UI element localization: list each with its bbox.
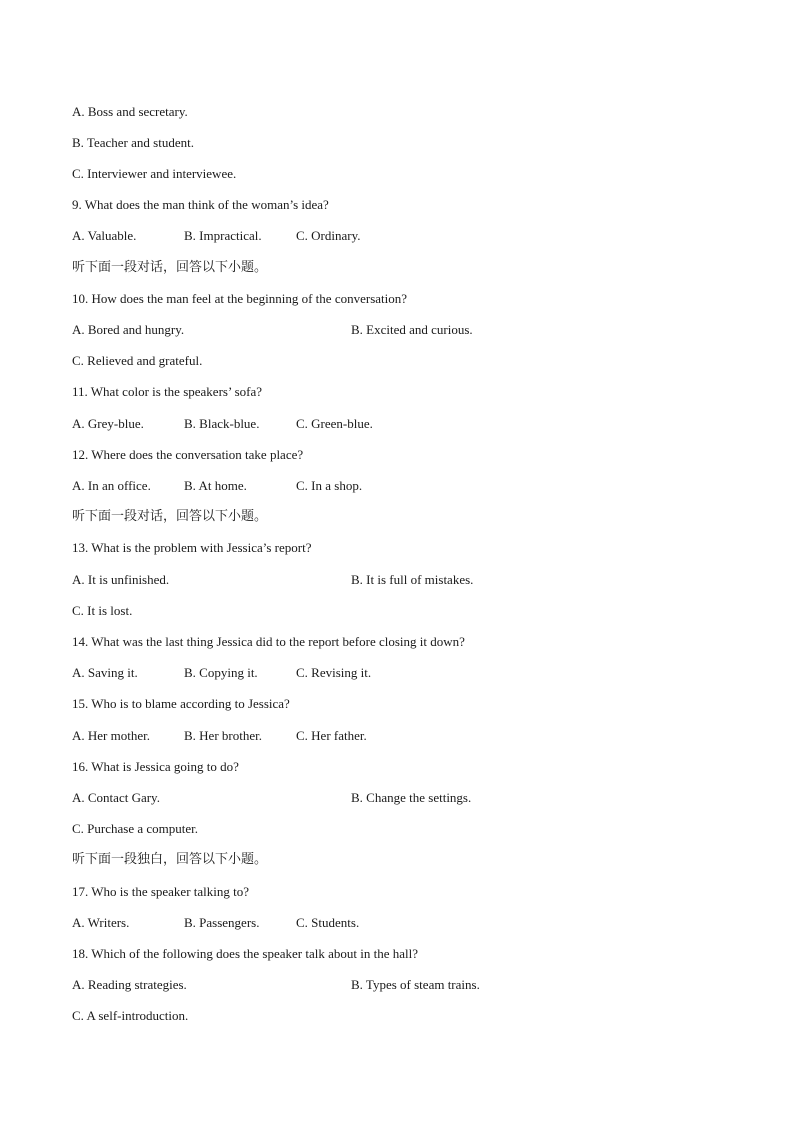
section-instruction-13-16: 听下面一段对话，回答以下小题。 (72, 509, 268, 524)
q10-option-b: B. Excited and curious. (351, 322, 473, 337)
q18-options (72, 975, 572, 995)
q12-options (72, 476, 572, 496)
q14-question: 14. What was the last thing Jessica did to the report before closing it down? (72, 634, 465, 649)
q8-option-b: B. Teacher and student. (72, 135, 194, 150)
q17-options (72, 913, 572, 933)
q11-options (72, 414, 572, 434)
q12-question: 12. Where does the conversation take place? (72, 447, 304, 462)
q15-option-b: B. Her brother. (184, 728, 262, 743)
q13-question: 13. What is the problem with Jessica’s report? (72, 540, 312, 555)
q10-question: 10. How does the man feel at the beginning of the conversation? (72, 291, 408, 306)
q16-options (72, 788, 572, 808)
q18-option-a: A. Reading strategies. (72, 977, 187, 992)
q14-options (72, 663, 572, 683)
q13-option-b: B. It is full of mistakes. (351, 572, 474, 587)
q8-option-c: C. Interviewer and interviewee. (72, 166, 237, 181)
q15-option-a: A. Her mother. (72, 728, 150, 743)
q16-option-c: C. Purchase a computer. (72, 821, 198, 836)
q18-option-c: C. A self-introduction. (72, 1008, 189, 1023)
q17-option-c: C. Students. (296, 915, 360, 930)
q15-option-c: C. Her father. (296, 728, 367, 743)
q9-question: 9. What does the man think of the woman’s idea? (72, 197, 329, 212)
q16-question: 16. What is Jessica going to do? (72, 759, 239, 774)
q12-option-a: A. In an office. (72, 478, 151, 493)
q13-options (72, 570, 572, 590)
q13-option-c: C. It is lost. (72, 603, 133, 618)
q11-option-b: B. Black-blue. (184, 416, 260, 431)
section-instruction-17-20: 听下面一段独白，回答以下小题。 (72, 852, 268, 867)
q17-question: 17. Who is the speaker talking to? (72, 884, 250, 899)
q14-option-c: C. Revising it. (296, 665, 372, 680)
q9-option-c: C. Ordinary. (296, 228, 361, 243)
q18-question: 18. Which of the following does the speaker talk about in the hall? (72, 946, 418, 961)
q11-question: 11. What color is the speakers’ sofa? (72, 384, 262, 399)
q10-option-a: A. Bored and hungry. (72, 322, 185, 337)
q16-option-b: B. Change the settings. (351, 790, 472, 805)
q15-question: 15. Who is to blame according to Jessica? (72, 696, 290, 711)
q10-option-c: C. Relieved and grateful. (72, 353, 203, 368)
q16-option-a: A. Contact Gary. (72, 790, 160, 805)
q9-option-a: A. Valuable. (72, 228, 137, 243)
section-instruction-10-12: 听下面一段对话，回答以下小题。 (72, 260, 268, 275)
q11-option-a: A. Grey-blue. (72, 416, 144, 431)
q14-option-a: A. Saving it. (72, 665, 138, 680)
q8-option-a: A. Boss and secretary. (72, 104, 188, 119)
q14-option-b: B. Copying it. (184, 665, 258, 680)
q12-option-b: B. At home. (184, 478, 247, 493)
q10-options (72, 320, 572, 340)
q13-option-a: A. It is unfinished. (72, 572, 170, 587)
q11-option-c: C. Green-blue. (296, 416, 373, 431)
q9-options (72, 226, 572, 246)
q17-option-a: A. Writers. (72, 915, 130, 930)
q12-option-c: C. In a shop. (296, 478, 363, 493)
q15-options (72, 726, 572, 746)
q9-option-b: B. Impractical. (184, 228, 262, 243)
q17-option-b: B. Passengers. (184, 915, 260, 930)
q18-option-b: B. Types of steam trains. (351, 977, 480, 992)
